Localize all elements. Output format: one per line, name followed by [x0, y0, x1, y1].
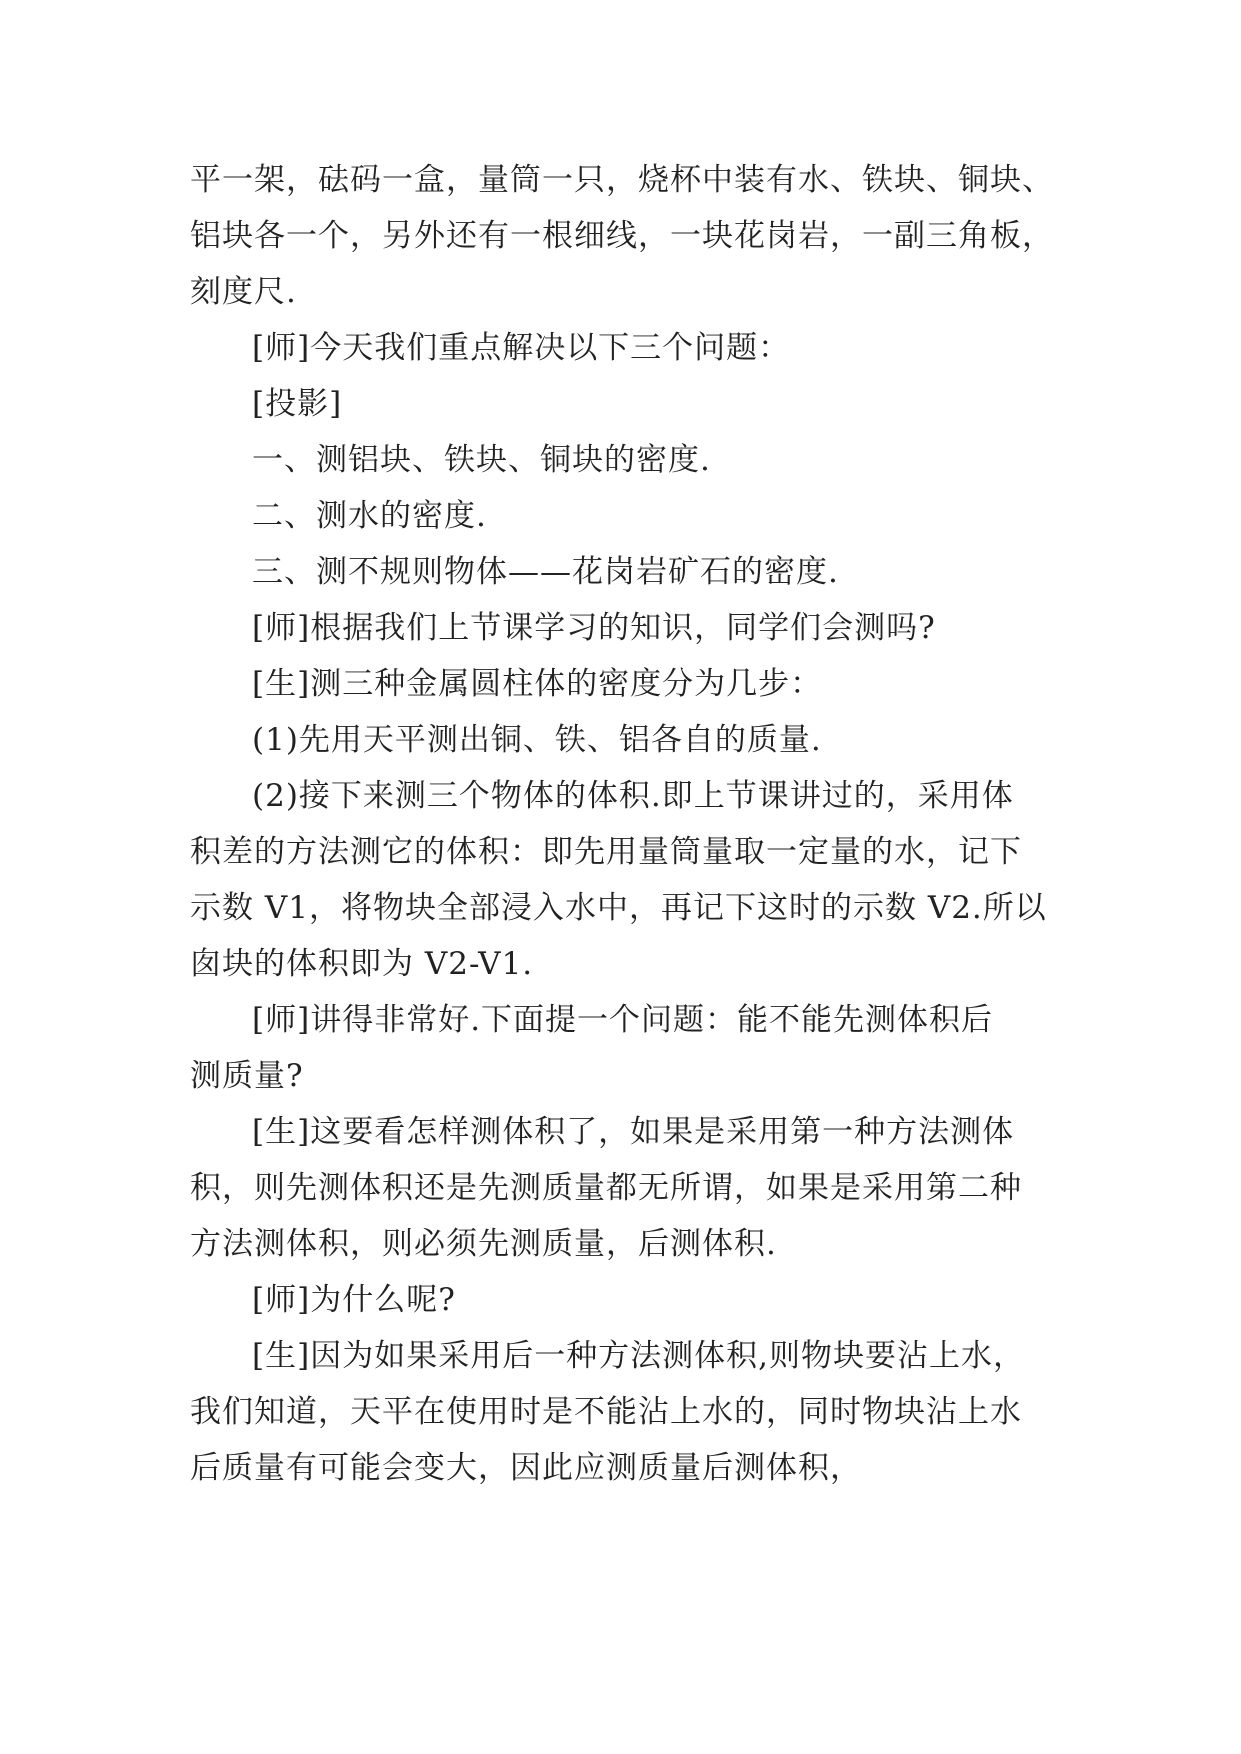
text-line: 示数 V1，将物块全部浸入水中，再记下这时的示数 V2.所以 [190, 890, 1047, 926]
text-line: 刻度尺. [190, 274, 297, 310]
text-line: (1)先用天平测出铜、铁、铝各自的质量. [252, 722, 822, 758]
text-line: (2)接下来测三个物体的体积.即上节课讲过的，采用体 [252, 778, 1014, 814]
text-line: [生]因为如果采用后一种方法测体积,则物块要沾上水， [252, 1338, 1026, 1374]
text-line: 三、测不规则物体——花岗岩矿石的密度. [252, 554, 839, 590]
text-line: 一、测铝块、铁块、铜块的密度. [252, 442, 711, 478]
text-line: [投影] [252, 386, 343, 422]
text-line: 方法测体积，则必须先测质量，后测体积. [190, 1226, 777, 1262]
text-line: [师]今天我们重点解决以下三个问题： [252, 330, 791, 366]
text-line: 我们知道，天平在使用时是不能沾上水的，同时物块沾上水 [190, 1394, 1022, 1430]
text-line: 积差的方法测它的体积：即先用量筒量取一定量的水，记下 [190, 834, 1022, 870]
text-line: 铝块各一个，另外还有一根细线，一块花岗岩，一副三角板， [190, 218, 1054, 254]
text-line: [生]这要看怎样测体积了，如果是采用第一种方法测体 [252, 1114, 1015, 1150]
text-line: 后质量有可能会变大，因此应测质量后测体积， [190, 1450, 862, 1486]
text-line: 平一架，砝码一盒，量筒一只，烧杯中装有水、铁块、铜块、 [190, 162, 1054, 198]
text-line: 测质量? [190, 1058, 304, 1094]
text-line: 囱块的体积即为 V2-V1. [190, 946, 534, 982]
text-line: [师]讲得非常好.下面提一个问题：能不能先测体积后 [252, 1002, 994, 1038]
text-line: [师]为什么呢? [252, 1282, 456, 1318]
text-line: 二、测水的密度. [252, 498, 487, 534]
text-line: 积，则先测体积还是先测质量都无所谓，如果是采用第二种 [190, 1170, 1022, 1206]
text-line: [师]根据我们上节课学习的知识，同学们会测吗? [252, 610, 936, 646]
text-line: [生]测三种金属圆柱体的密度分为几步： [252, 666, 823, 702]
